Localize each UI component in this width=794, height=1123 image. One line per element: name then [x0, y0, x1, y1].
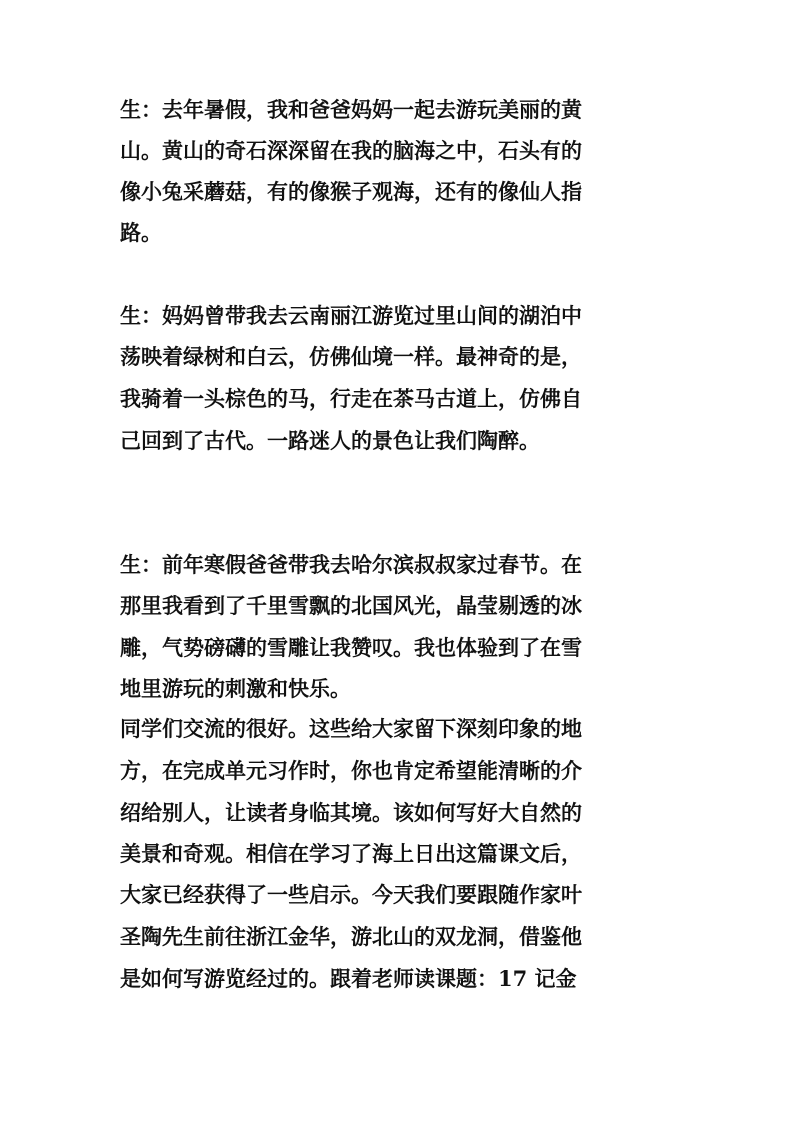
paragraph-1-line-2: 山。黄山的奇石深深留在我的脑海之中，石头有的: [120, 138, 582, 163]
paragraph-4-line-4: 美景和奇观。相信在学习了海上日出这篇课文后，: [120, 841, 582, 866]
paragraph-4-line-2: 方，在完成单元习作时，你也肯定希望能清晰的介: [120, 758, 582, 783]
paragraph-2-line-1: 生：妈妈曾带我去云南丽江游览过里山间的湖泊中: [120, 303, 582, 328]
paragraph-2-line-2: 荡映着绿树和白云，仿佛仙境一样。最神奇的是，: [120, 344, 582, 369]
paragraph-4-line-3: 绍给别人，让读者身临其境。该如何写好大自然的: [120, 800, 582, 825]
paragraph-4-line-5: 大家已经获得了一些启示。今天我们要跟随作家叶: [120, 882, 582, 907]
paragraph-4-line-1: 同学们交流的很好。这些给大家留下深刻印象的地: [120, 716, 582, 741]
paragraph-3-line-2: 那里我看到了千里雪飘的北国风光，晶莹剔透的冰: [120, 593, 582, 618]
paragraph-1-line-3: 像小兔采蘑菇，有的像猴子观海，还有的像仙人指: [120, 179, 582, 204]
paragraph-2-line-3: 我骑着一头棕色的马，行走在茶马古道上，仿佛自: [120, 386, 582, 411]
paragraph-2-line-4: 己回到了古代。一路迷人的景色让我们陶醉。: [120, 428, 540, 453]
paragraph-4-line-7: 是如何写游览经过的。跟着老师读课题：17 记金: [120, 966, 577, 991]
paragraph-4-line-6: 圣陶先生前往浙江金华，游北山的双龙洞，借鉴他: [120, 924, 582, 949]
paragraph-1-line-1: 生：去年暑假，我和爸爸妈妈一起去游玩美丽的黄: [120, 97, 582, 122]
paragraph-3-line-1: 生：前年寒假爸爸带我去哈尔滨叔叔家过春节。在: [120, 552, 582, 577]
paragraph-3-line-3: 雕，气势磅礴的雪雕让我赞叹。我也体验到了在雪: [120, 635, 582, 660]
paragraph-3-line-4: 地里游玩的刺激和快乐。: [120, 676, 351, 701]
paragraph-1-line-4: 路。: [120, 220, 162, 245]
